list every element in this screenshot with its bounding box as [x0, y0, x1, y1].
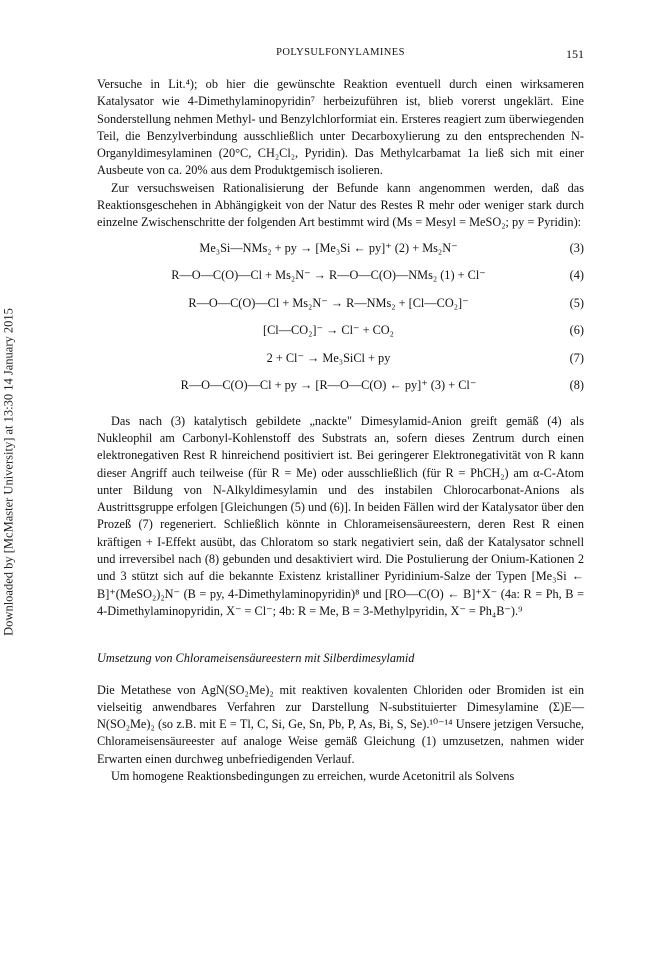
equation-number: (7)	[569, 350, 584, 365]
running-header	[97, 47, 584, 63]
equation-text: R—O—C(O)—Cl + Ms₂N⁻ → R—O—C(O)—NMs₂ (1) + Cl⁻	[171, 268, 486, 283]
equation-number: (4)	[569, 268, 584, 283]
equation-text: R—O—C(O)—Cl + py → [R—O—C(O) ← py]⁺ (3) + Cl⁻	[180, 378, 477, 393]
equation-text: R—O—C(O)—Cl + Ms₂N⁻ → R—NMs₂ + [Cl—CO₂]⁻	[188, 295, 469, 310]
equation-number: (5)	[569, 295, 584, 310]
paragraph: Die Metathese von AgN(SO₂Me)₂ mit reaktiven kovalenten Chloriden oder Bromiden ist ein vielseitig anwendbares Verfahren zur Darstellung N-substituierter Dimesylamine (Σ)E—N(SO₂Me)₂ (so z.B. mit E = Tl, C, Si, Ge, Sn, Pb, P, As, Bi, S, Se).¹⁰⁻¹⁴ Unsere jetzigen Versuche, Chlorameisensäureester auf analoge Weise gemäß Gleichung (1) umzusetzen, nahmen wider Erwarten einen durchweg unbefriedigenden Verlauf.	[97, 682, 584, 766]
page-number: 151	[566, 47, 584, 61]
running-title: POLYSULFONYLAMINES	[276, 47, 405, 58]
body-text	[97, 76, 584, 785]
equation-text: Me₃Si—NMs₂ + py → [Me₃Si ← py]⁺ (2) + Ms₂N⁻	[199, 240, 458, 255]
equation	[97, 350, 584, 378]
equation	[97, 322, 584, 350]
equation	[97, 240, 584, 268]
equation-number: (6)	[569, 323, 584, 338]
equation	[97, 295, 584, 323]
equation	[97, 267, 584, 295]
equation-block	[97, 240, 584, 405]
equation-number: (3)	[569, 240, 584, 255]
equation	[97, 377, 584, 405]
equation-text: [Cl—CO₂]⁻ → Cl⁻ + CO₂	[263, 323, 394, 338]
equation-number: (8)	[569, 378, 584, 393]
paragraph: Versuche in Lit.⁴); ob hier die gewünschte Reaktion eventuell durch einen wirksameren Katalysator wie 4-Dimethylaminopyridin⁷ herbeizuführen ist, blieb vorerst ungeklärt. Eine Sonderstellung nehmen Methyl- und Benzylchlorformiat ein. Ersteres reagiert zum überwiegenden Teil, die Benzylverbindung ausschließlich unter Decarboxylierung zu den entsprechenden N-Organyldimesylaminen (20°C, CH₂Cl₂, Pyridin). Das Methylcarbamat 1a ließ sich mit einer Ausbeute von ca. 20% aus dem Produktgemisch isolieren.	[97, 77, 584, 178]
paragraph: Zur versuchsweisen Rationalisierung der Befunde kann angenommen werden, daß das Reaktionsgeschehen in Abhängigkeit von der Natur des Restes R mehr oder weniger stark durch einzelne Zwischenschritte der folgenden Art bestimmt wird (Ms = Mesyl = MeSO₂; py = Pyridin):	[97, 180, 584, 230]
section-heading: Umsetzung von Chlorameisensäureestern mit Silberdimesylamid	[97, 651, 415, 666]
download-watermark-text: Downloaded by [McMaster University] at 13:30 14 January 2015	[1, 308, 16, 636]
download-watermark	[1, 262, 17, 682]
paragraph: Das nach (3) katalytisch gebildete „nackte" Dimesylamid-Anion greift gemäß (4) als Nukleophil am Carbonyl-Kohlenstoff des Substrats an, sofern dieses Zentrum durch einen elektronegativen Rest R hinreichend positiviert ist. Bei geringerer Elektronegativität von R kann dieser Angriff auch teilweise (für R = Me) oder ausschließlich (für R = PhCH₂) am α-C-Atom unter Bildung von N-Alkyldimesylamin und des instabilen Chlorocarbonat-Anions als Austrittsgruppe erfolgen [Gleichungen (5) und (6)]. In beiden Fällen wird der Katalysator über den Prozeß (7) regeneriert. Schließlich könnte in Chlorameisensäureestern, deren Rest R einen kräftigen + I-Effekt ausübt, das Chloratom so stark negativiert sein, daß der Katalysator schnell und irreversibel nach (8) gebunden und desaktiviert wird. Die Postulierung der Onium-Kationen 2 und 3 stützt sich auf die bekannte Existenz kristalliner Pyridinium-Salze der Typen [Me₃Si ← B]⁺(MeSO₂)₂N⁻ (B = py, 4-Dimethylaminopyridin)⁸ und [RO—C(O) ← B]⁺X⁻ (4a: R = Ph, B = 4-Dimethylaminopyridin, X⁻ = Cl⁻; 4b: R = Me, B = 3-Methylpyridin, X⁻ = Ph₄B⁻).⁹	[97, 413, 584, 618]
paragraph: Um homogene Reaktionsbedingungen zu erreichen, wurde Acetonitril als Solvens	[111, 769, 515, 784]
equation-text: 2 + Cl⁻ → Me₃SiCl + py	[266, 350, 391, 365]
